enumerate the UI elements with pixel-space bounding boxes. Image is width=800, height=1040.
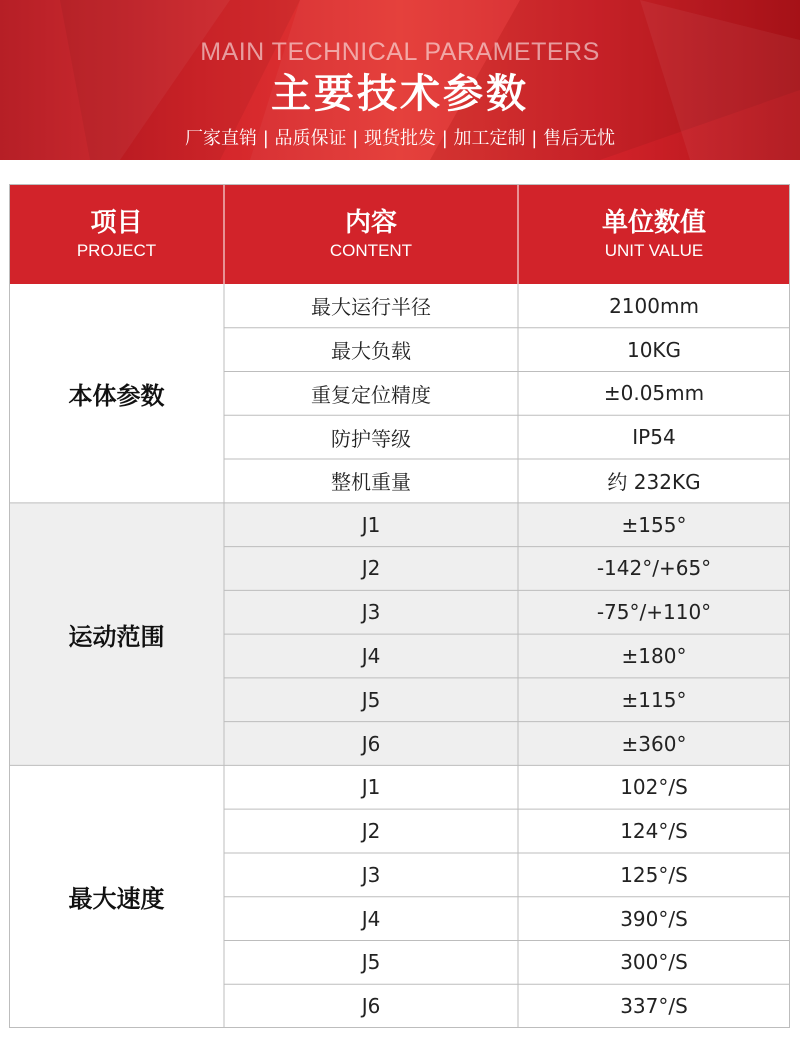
value-cell: 约 232KG: [607, 470, 701, 495]
value-cell: ±180°: [621, 643, 687, 668]
value-cell: 124°/S: [620, 819, 688, 844]
header-title-en: UNIT VALUE: [604, 241, 704, 260]
content-cell: 整机重量: [331, 470, 411, 495]
value-cell: ±360°: [621, 731, 687, 756]
value-cell: -142°/+65°: [596, 556, 712, 581]
banner-tagline: 厂家直销 | 品质保证 | 现货批发 | 加工定制 | 售后无忧: [184, 128, 616, 149]
content-cell: J1: [361, 775, 381, 800]
header-title-cn: 单位数值: [601, 208, 706, 238]
value-cell: -75°/+110°: [596, 600, 712, 625]
value-cell: ±155°: [621, 512, 687, 537]
content-cell: J5: [361, 687, 381, 712]
group-label: 最大速度: [68, 885, 165, 914]
header-banner: [0, 0, 800, 160]
value-cell: 10KG: [626, 337, 682, 362]
content-cell: J2: [361, 556, 381, 581]
content-cell: J6: [361, 731, 381, 756]
group-label: 运动范围: [68, 622, 165, 651]
banner-title-cn: 主要技术参数: [271, 71, 529, 117]
content-cell: J1: [361, 512, 381, 537]
value-cell: 337°/S: [620, 994, 688, 1019]
content-cell: J6: [361, 994, 381, 1019]
parameters-table: [9, 184, 790, 1028]
header-cell-project: [9, 184, 224, 284]
header-cell-unit-value: [518, 184, 790, 284]
value-cell: ±0.05mm: [603, 381, 705, 406]
header-cell-content: [224, 184, 518, 284]
content-cell: J4: [361, 906, 381, 931]
header-title-cn: 内容: [344, 208, 397, 238]
value-cell: 102°/S: [620, 775, 688, 800]
value-cell: 300°/S: [620, 950, 688, 975]
value-cell: 2100mm: [609, 293, 699, 318]
header-title-cn: 项目: [90, 208, 143, 238]
header-title-en: PROJECT: [76, 241, 157, 260]
content-cell: 最大运行半径: [311, 295, 431, 320]
content-cell: J3: [361, 862, 381, 887]
content-cell: 重复定位精度: [311, 382, 431, 407]
value-cell: 125°/S: [620, 862, 688, 887]
content-cell: J3: [361, 600, 381, 625]
value-cell: 390°/S: [620, 906, 688, 931]
value-cell: IP54: [632, 425, 676, 450]
content-cell: J4: [361, 643, 381, 668]
content-cell: J5: [361, 950, 381, 975]
header-title-en: CONTENT: [329, 241, 413, 260]
value-cell: ±115°: [621, 687, 687, 712]
banner-title-en: MAIN TECHNICAL PARAMETERS: [200, 38, 600, 66]
content-cell: 最大负载: [331, 339, 411, 364]
group-label: 本体参数: [68, 381, 165, 410]
content-cell: J2: [361, 819, 381, 844]
content-cell: 防护等级: [331, 426, 411, 451]
